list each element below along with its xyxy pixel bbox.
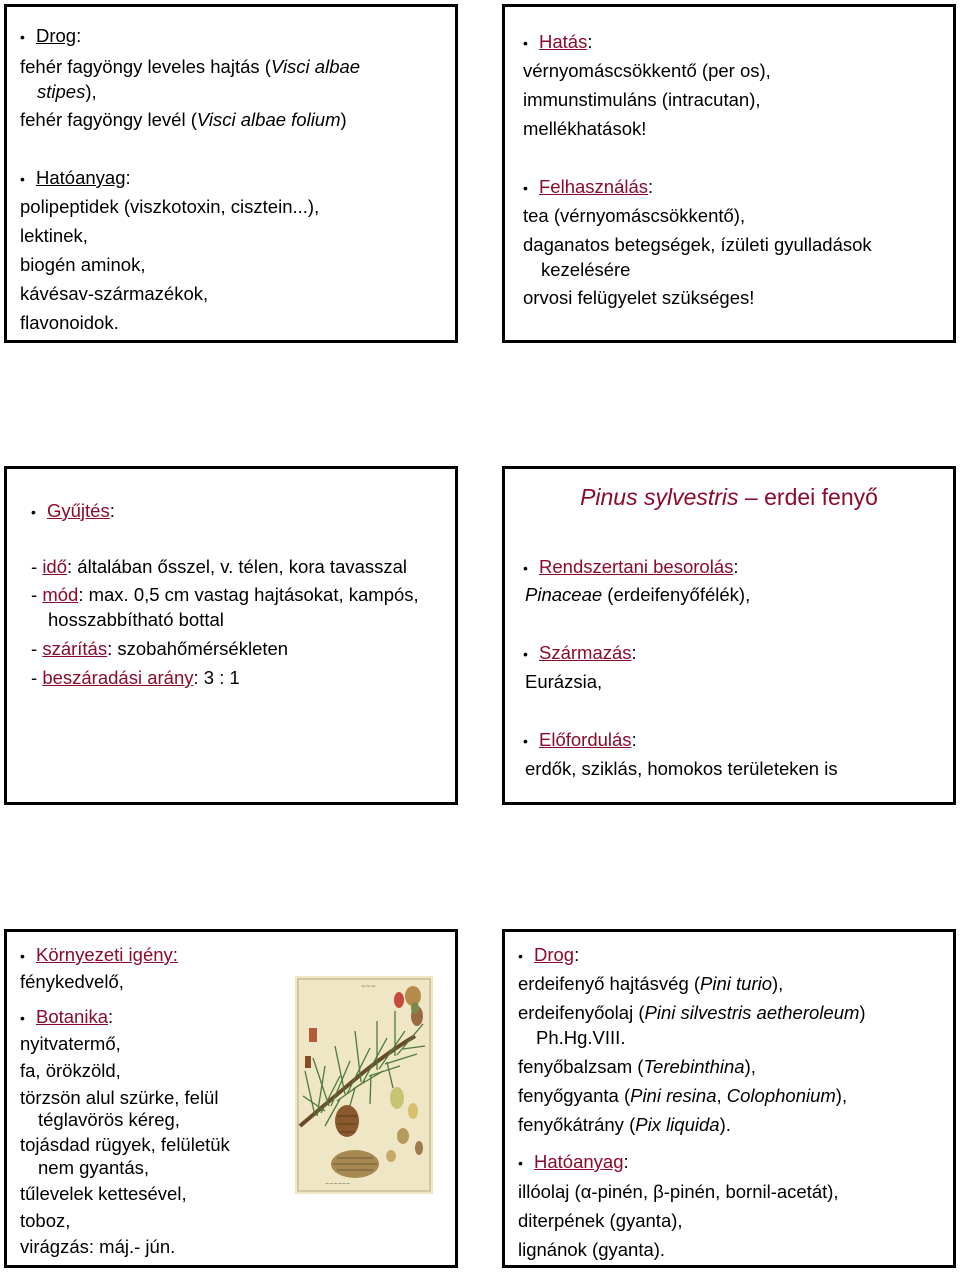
drog-label: Drog [534, 944, 575, 965]
botanika-item: tűlevelek kettesével, [20, 1183, 187, 1204]
kornyezeti-text: fénykedvelő, [20, 971, 124, 992]
hatoanyag-label: Hatóanyag [36, 167, 126, 188]
hatoanyag-item: kávésav-származékok, [20, 283, 209, 304]
drog-line: Ph.Hg.VIII. [536, 1027, 626, 1048]
felhasznalas-item: tea (vérnyomáscsökkentő), [523, 205, 746, 226]
drog-line-3: fehér fagyöngy levél (Visci albae folium) [20, 109, 347, 130]
gyujtes-label: Gyűjtés [47, 500, 110, 521]
rendszertani-label: Rendszertani besorolás [539, 556, 734, 577]
drog-line: fenyőgyanta (Pini resina, Colophonium), [518, 1085, 848, 1106]
slide-title: Pinus sylvestris – erdei fenyő [580, 484, 878, 510]
botanika-item: fa, örökzöld, [20, 1060, 121, 1081]
drog-line: erdeifenyőolaj (Pini silvestris aetheroleum) [518, 1002, 866, 1023]
slide-gyujtes: • Gyűjtés: - idő: általában ősszel, v. télen, kora tavasszal - mód: max. 0,5 cm vastag hajtásokat, kampós, hosszabbítható bottal - szárítás: szobahőmérsékleten - beszáradási arány: 3 : 1 [4, 466, 458, 805]
hatoanyag-item: flavonoidok. [20, 312, 119, 333]
felhasznalas-item: kezelésére [541, 259, 631, 280]
hatoanyag-item: lignánok (gyanta). [518, 1239, 666, 1260]
bullet-icon: • [20, 29, 25, 45]
szarmazas-label: Származás [539, 642, 632, 663]
botanika-item: téglavörös kéreg, [38, 1109, 180, 1130]
elofordulas-text: erdők, sziklás, homokos területeken is [525, 758, 838, 779]
elofordulas-label: Előfordulás [539, 729, 632, 750]
slide-drog-fagyongy: • Drog: fehér fagyöngy leveles hajtás (Visci albae stipes), fehér fagyöngy levél (Visci albae folium) • Hatóanyag: polipeptidek (viszkotoxin, cisztein...), lektinek, biogén aminok, kávésav-származékok, flavonoidok. [4, 4, 458, 343]
szarmazas-text: Eurázsia, [525, 671, 603, 692]
drog-line-2: stipes), [37, 81, 97, 102]
bullet-icon: • [523, 560, 528, 576]
hatoanyag-item: diterpének (gyanta), [518, 1210, 683, 1231]
bullet-icon: • [31, 504, 36, 520]
felhasznalas-label: Felhasználás [539, 176, 649, 197]
kornyezeti-label: Környezeti igény: [36, 944, 178, 965]
hatoanyag-item: illóolaj (α-pinén, β-pinén, bornil-acetát), [518, 1181, 839, 1202]
slide-pinus: Pinus sylvestris – erdei fenyő • Rendszertani besorolás: Pinaceae (erdeifenyőfélék), • Származás: Eurázsia, • Előfordulás: erdők, sziklás, homokos területeken is [502, 466, 956, 805]
bullet-icon: • [518, 1155, 523, 1171]
botanika-item: nyitvatermő, [20, 1033, 121, 1054]
bullet-icon: • [523, 35, 528, 51]
botanika-item: toboz, [20, 1210, 71, 1231]
botanika-item: nem gyantás, [38, 1157, 150, 1178]
slide-drog-fenyo: • Drog: erdeifenyő hajtásvég (Pini turio), erdeifenyőolaj (Pini silvestris aetheroleum) Ph.Hg.VIII. fenyőbalzsam (Terebinthina), fenyőgyanta (Pini resina, Colophonium), fenyőkátrány (Pix liquida). • Hatóanyag: illóolaj (α-pinén, β-pinén, bornil-acetát), diterpének (gyanta), lignánok (gyanta). [502, 929, 956, 1268]
bullet-icon: • [20, 948, 25, 964]
ido-line: - idő: általában ősszel, v. télen, kora tavasszal [31, 556, 408, 577]
bullet-icon: • [518, 948, 523, 964]
mod-line-2: hosszabbítható bottal [48, 609, 224, 630]
bullet-icon: • [523, 646, 528, 662]
drog-label: Drog [36, 25, 77, 46]
hatoanyag-item: biogén aminok, [20, 254, 146, 275]
svg-text:~~~~~~: ~~~~~~ [325, 1181, 351, 1187]
botanika-label: Botanika [36, 1006, 108, 1027]
botanika-item: törzsön alul szürke, felül [20, 1087, 219, 1108]
botanika-item: tojásdad rügyek, felületük [20, 1134, 230, 1155]
svg-text:~~~: ~~~ [361, 983, 377, 990]
hatas-label: Hatás [539, 31, 588, 52]
pinaceae-line: Pinaceae (erdeifenyőfélék), [525, 584, 751, 605]
bullet-icon: • [20, 1010, 25, 1026]
hatas-item: mellékhatások! [523, 118, 647, 139]
hatoanyag-item: polipeptidek (viszkotoxin, cisztein...), [20, 196, 320, 217]
pine-illustration [295, 976, 433, 1194]
slide-hatas: • Hatás: vérnyomáscsökkentő (per os), immunstimuláns (intracutan), mellékhatások! • Felhasználás: tea (vérnyomáscsökkentő), daganatos betegségek, ízületi gyulladások kezelésére orvosi felügyelet szükséges! [502, 4, 956, 343]
drog-line: erdeifenyő hajtásvég (Pini turio), [518, 973, 784, 994]
felhasznalas-item: daganatos betegségek, ízületi gyulladások [523, 234, 872, 255]
szaritas-line: - szárítás: szobahőmérsékleten [31, 638, 289, 659]
drog-line-1: fehér fagyöngy leveles hajtás (Visci albae [20, 56, 361, 77]
hatas-item: immunstimuláns (intracutan), [523, 89, 761, 110]
drog-line: fenyőbalzsam (Terebinthina), [518, 1056, 756, 1077]
hatoanyag-item: lektinek, [20, 225, 88, 246]
hatas-item: vérnyomáscsökkentő (per os), [523, 60, 771, 81]
slide-botanika: • Környezeti igény: fénykedvelő, • Botanika: nyitvatermő, fa, örökzöld, törzsön alul szürke, felül téglavörös kéreg, tojásdad rügyek, felületük nem gyantás, tűlevelek kettesével, toboz, virágzás: máj.- jún. ~~~ ~~~~~~ [4, 929, 458, 1268]
bullet-icon: • [20, 171, 25, 187]
felhasznalas-item: orvosi felügyelet szükséges! [523, 287, 755, 308]
hatoanyag-label: Hatóanyag [534, 1151, 624, 1172]
bullet-icon: • [523, 180, 528, 196]
bullet-icon: • [523, 733, 528, 749]
drog-line: fenyőkátrány (Pix liquida). [518, 1114, 731, 1135]
mod-line: - mód: max. 0,5 cm vastag hajtásokat, kampós, [31, 584, 419, 605]
beszaradasi-line: - beszáradási arány: 3 : 1 [31, 667, 240, 688]
botanika-item: virágzás: máj.- jún. [20, 1236, 176, 1257]
